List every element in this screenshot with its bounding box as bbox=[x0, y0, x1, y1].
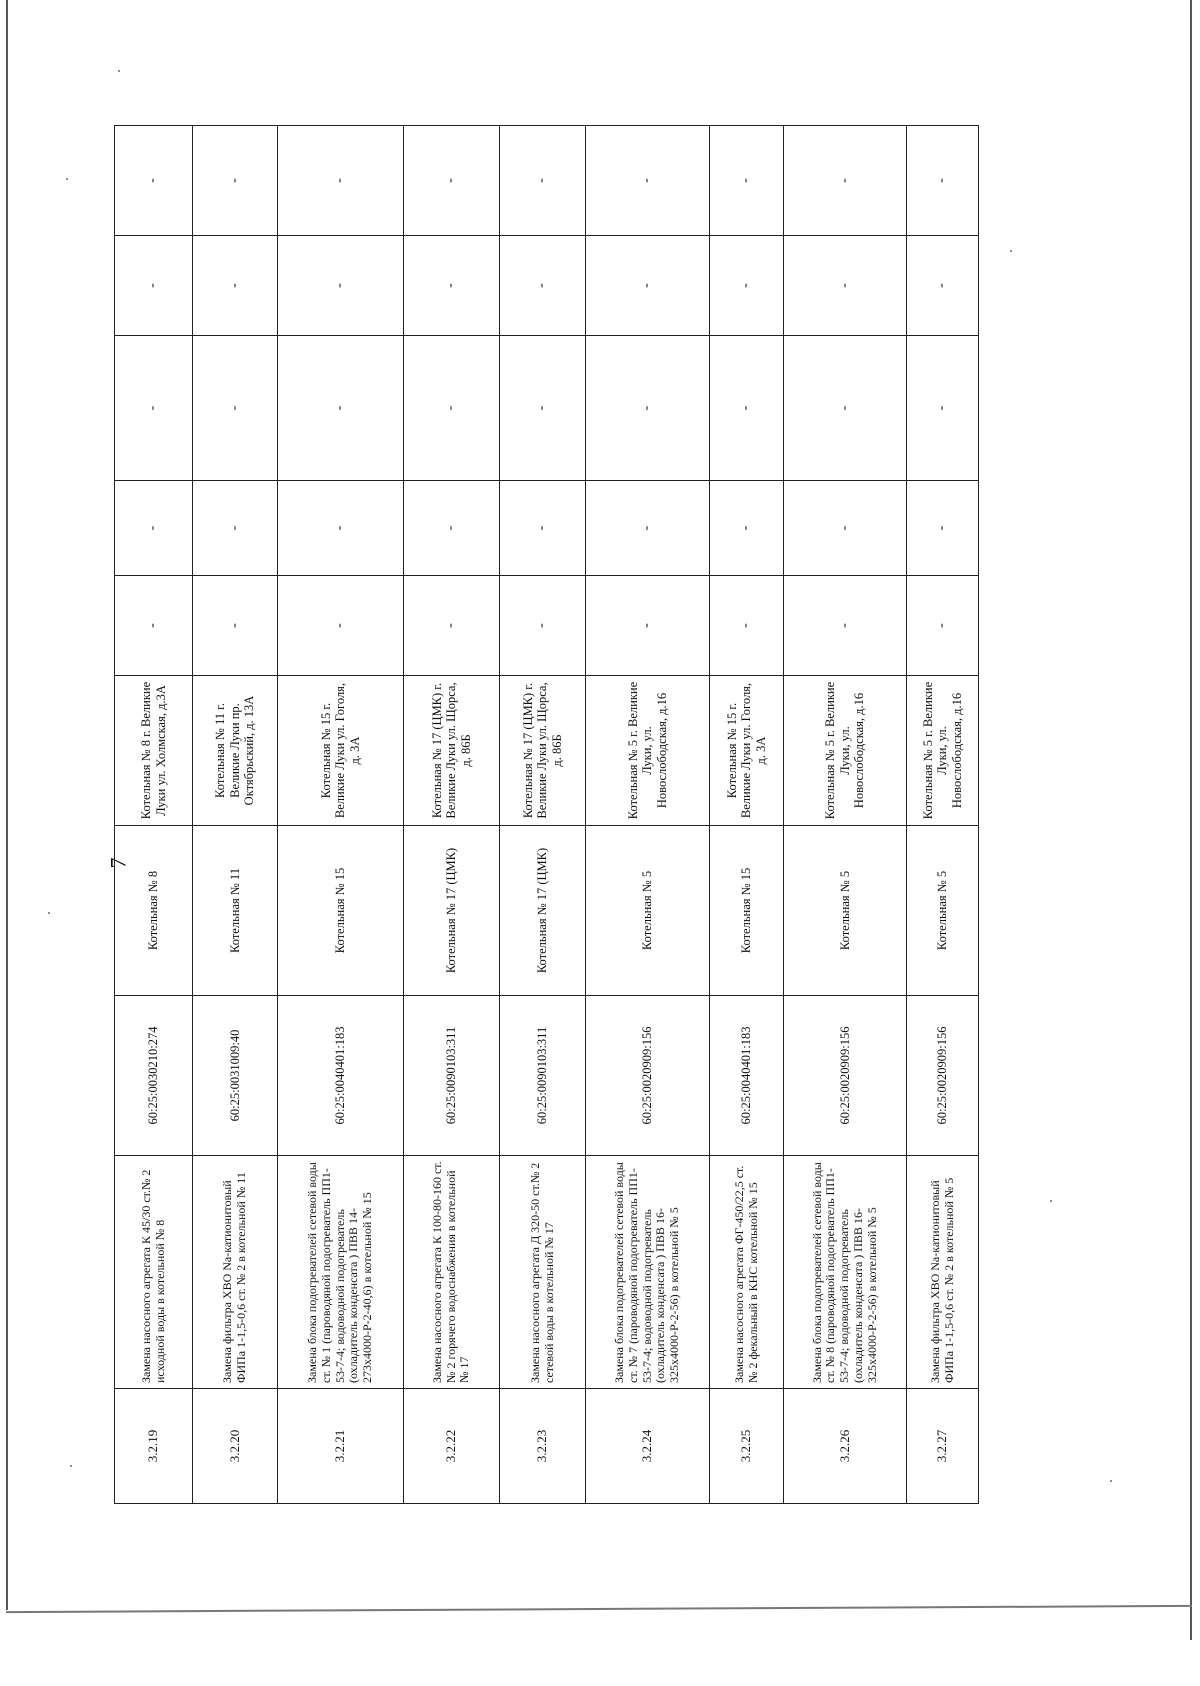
object-name-cell: Котельная № 15 bbox=[710, 826, 784, 996]
row-number-cell: 3.2.22 bbox=[404, 1389, 500, 1504]
empty-value-cell: - bbox=[193, 236, 278, 336]
table-row bbox=[278, 126, 404, 1504]
table-row bbox=[404, 126, 500, 1504]
cadastral-number-cell: 60:25:0020909:156 bbox=[586, 996, 710, 1156]
empty-value-cell: - bbox=[500, 336, 586, 481]
page-border-right bbox=[1190, 0, 1192, 1640]
empty-value-cell: - bbox=[193, 481, 278, 576]
empty-value-cell: - bbox=[586, 481, 710, 576]
table-row bbox=[907, 126, 979, 1504]
cadastral-number-cell: 60:25:0040401:183 bbox=[278, 996, 404, 1156]
row-number-cell: 3.2.24 bbox=[586, 1389, 710, 1504]
cadastral-number-cell: 60:25:0031009:40 bbox=[193, 996, 278, 1156]
page-border-left bbox=[6, 0, 8, 1610]
row-number-cell: 3.2.21 bbox=[278, 1389, 404, 1504]
object-name-cell: Котельная № 5 bbox=[586, 826, 710, 996]
object-address-cell: Котельная № 5 г. Великие Луки, ул. Новослободская, д.16 bbox=[586, 676, 710, 826]
work-description-cell: Замена фильтра ХВО Na-катионитовый ФИПа 1-1,5-0,6 ст. № 2 в котельной № 5 bbox=[907, 1156, 979, 1389]
empty-value-cell: - bbox=[193, 576, 278, 676]
work-description-cell: Замена блока подогревателей сетевой воды ст. № 7 (пароводяной подогреватель ПП1-53-7-4; водоводной подогреватель (охладитель конденсата ) ПВВ 16-325х4000-Р-2-56) в котельной № 5 bbox=[586, 1156, 710, 1389]
empty-value-cell: - bbox=[710, 236, 784, 336]
empty-value-cell: - bbox=[586, 236, 710, 336]
scan-speck bbox=[66, 178, 68, 180]
empty-value-cell: - bbox=[710, 576, 784, 676]
object-name-cell: Котельная № 17 (ЦМК) bbox=[500, 826, 586, 996]
cadastral-number-cell: 60:25:0090103:311 bbox=[500, 996, 586, 1156]
table-row bbox=[784, 126, 907, 1504]
object-address-cell: Котельная № 8 г. Великие Луки ул. Холмская, д.3А bbox=[115, 676, 193, 826]
table-row bbox=[710, 126, 784, 1504]
row-number-cell: 3.2.27 bbox=[907, 1389, 979, 1504]
cadastral-number-cell: 60:25:0020909:156 bbox=[907, 996, 979, 1156]
scan-speck bbox=[48, 912, 50, 914]
empty-value-cell: - bbox=[500, 576, 586, 676]
empty-value-cell: - bbox=[404, 236, 500, 336]
empty-value-cell: - bbox=[586, 126, 710, 236]
scan-speck bbox=[1050, 1200, 1052, 1202]
scan-speck bbox=[70, 1465, 72, 1467]
work-description-cell: Замена фильтра ХВО Na-катионитовый ФИПа 1-1,5-0,6 ст. № 2 в котельной № 11 bbox=[193, 1156, 278, 1389]
row-number-cell: 3.2.26 bbox=[784, 1389, 907, 1504]
scan-speck bbox=[1110, 1480, 1112, 1482]
table-row bbox=[500, 126, 586, 1504]
object-address-cell: Котельная № 15 г. Великие Луки ул. Гоголя, д. 3А bbox=[710, 676, 784, 826]
cadastral-number-cell: 60:25:0040401:183 bbox=[710, 996, 784, 1156]
object-name-cell: Котельная № 11 bbox=[193, 826, 278, 996]
empty-value-cell: - bbox=[278, 481, 404, 576]
table-row bbox=[193, 126, 278, 1504]
cadastral-number-cell: 60:25:0090103:311 bbox=[404, 996, 500, 1156]
work-description-cell: Замена насосного агрегата К 100-80-160 ст. № 2 горячего водоснабжения в котельной № 17 bbox=[404, 1156, 500, 1389]
object-address-cell: Котельная № 15 г. Великие Луки ул. Гоголя, д. 3А bbox=[278, 676, 404, 826]
object-name-cell: Котельная № 5 bbox=[907, 826, 979, 996]
empty-value-cell: - bbox=[404, 576, 500, 676]
empty-value-cell: - bbox=[907, 126, 979, 236]
object-name-cell: Котельная № 17 (ЦМК) bbox=[404, 826, 500, 996]
work-description-cell: Замена блока подогревателей сетевой воды ст. № 1 (пароводяной подогреватель ПП1-53-7-4; водоводной подогреватель (охладитель конденсата ) ПВВ 14- 273х4000-Р-2-40,6) в котельной № 15 bbox=[278, 1156, 404, 1389]
empty-value-cell: - bbox=[278, 576, 404, 676]
empty-value-cell: - bbox=[193, 336, 278, 481]
empty-value-cell: - bbox=[278, 336, 404, 481]
object-name-cell: Котельная № 8 bbox=[115, 826, 193, 996]
empty-value-cell: - bbox=[278, 126, 404, 236]
table-row bbox=[586, 126, 710, 1504]
object-address-cell: Котельная № 5 г. Великие Луки, ул. Новослободская, д.16 bbox=[784, 676, 907, 826]
empty-value-cell: - bbox=[907, 336, 979, 481]
scan-speck bbox=[1010, 250, 1012, 252]
row-number-cell: 3.2.20 bbox=[193, 1389, 278, 1504]
empty-value-cell: - bbox=[784, 481, 907, 576]
empty-value-cell: - bbox=[404, 126, 500, 236]
cadastral-number-cell: 60:25:0020909:156 bbox=[784, 996, 907, 1156]
work-description-cell: Замена насосного агрегата К 45/30 ст.№ 2 исходной воды в котельной № 8 bbox=[115, 1156, 193, 1389]
empty-value-cell: - bbox=[115, 336, 193, 481]
empty-value-cell: - bbox=[115, 236, 193, 336]
page-border-bottom bbox=[6, 1605, 1192, 1613]
object-name-cell: Котельная № 15 bbox=[278, 826, 404, 996]
empty-value-cell: - bbox=[586, 336, 710, 481]
empty-value-cell: - bbox=[115, 481, 193, 576]
empty-value-cell: - bbox=[907, 236, 979, 336]
table-row bbox=[115, 126, 193, 1504]
work-description-cell: Замена насосного агрегата Д 320-50 ст.№ 2 сетевой воды в котельной № 17 bbox=[500, 1156, 586, 1389]
row-number-cell: 3.2.19 bbox=[115, 1389, 193, 1504]
works-table-rotated bbox=[114, 126, 978, 1504]
works-table bbox=[114, 125, 979, 1504]
empty-value-cell: - bbox=[784, 576, 907, 676]
empty-value-cell: - bbox=[784, 336, 907, 481]
work-description-cell: Замена блока подогревателей сетевой воды ст. № 8 (пароводяной подогреватель ПП1-53-7-4; водоводной подогреватель (охладитель конденсата ) ПВВ 16-325х4000-Р-2-56) в котельной № 5 bbox=[784, 1156, 907, 1389]
empty-value-cell: - bbox=[710, 126, 784, 236]
page-number: 7 bbox=[105, 857, 131, 869]
empty-value-cell: - bbox=[115, 576, 193, 676]
object-address-cell: Котельная № 17 (ЦМК) г. Великие Луки ул. Щорса, д. 86Б bbox=[500, 676, 586, 826]
empty-value-cell: - bbox=[710, 336, 784, 481]
empty-value-cell: - bbox=[586, 576, 710, 676]
empty-value-cell: - bbox=[784, 236, 907, 336]
empty-value-cell: - bbox=[710, 481, 784, 576]
empty-value-cell: - bbox=[115, 126, 193, 236]
empty-value-cell: - bbox=[784, 126, 907, 236]
work-description-cell: Замена насосного агрегата ФГ-450/22,5 ст. № 2 фекальный в КНС котельной № 15 bbox=[710, 1156, 784, 1389]
empty-value-cell: - bbox=[500, 236, 586, 336]
empty-value-cell: - bbox=[404, 336, 500, 481]
object-address-cell: Котельная № 17 (ЦМК) г. Великие Луки ул. Щорса, д. 86Б bbox=[404, 676, 500, 826]
object-name-cell: Котельная № 5 bbox=[784, 826, 907, 996]
empty-value-cell: - bbox=[500, 126, 586, 236]
empty-value-cell: - bbox=[404, 481, 500, 576]
cadastral-number-cell: 60:25:0030210:274 bbox=[115, 996, 193, 1156]
empty-value-cell: - bbox=[907, 576, 979, 676]
works-table-body bbox=[115, 126, 979, 1504]
empty-value-cell: - bbox=[278, 236, 404, 336]
empty-value-cell: - bbox=[500, 481, 586, 576]
empty-value-cell: - bbox=[193, 126, 278, 236]
row-number-cell: 3.2.23 bbox=[500, 1389, 586, 1504]
row-number-cell: 3.2.25 bbox=[710, 1389, 784, 1504]
object-address-cell: Котельная № 11 г. Великие Луки пр. Октябрьский, д. 13А bbox=[193, 676, 278, 826]
scan-speck bbox=[118, 70, 120, 72]
object-address-cell: Котельная № 5 г. Великие Луки, ул. Новослободская, д.16 bbox=[907, 676, 979, 826]
empty-value-cell: - bbox=[907, 481, 979, 576]
